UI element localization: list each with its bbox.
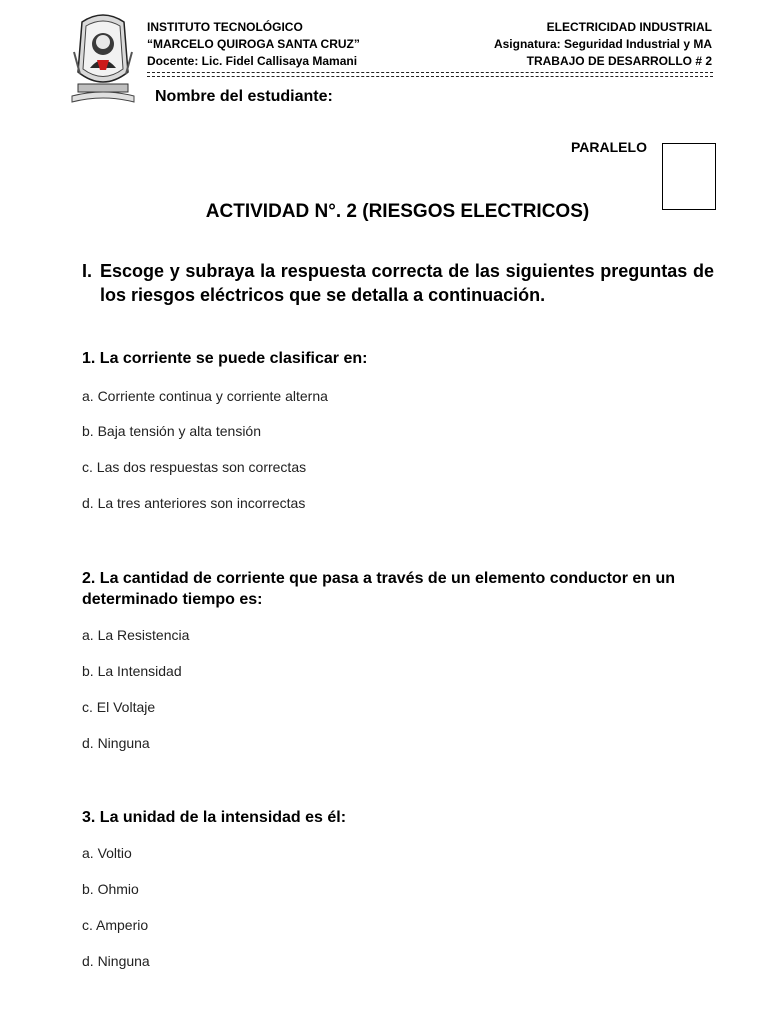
institute-crest-logo <box>70 12 136 104</box>
question-1-option-a[interactable]: a. Corriente continua y corriente alterna <box>82 388 328 404</box>
question-2-option-c[interactable]: c. El Voltaje <box>82 699 156 715</box>
institute-subtitle: “MARCELO QUIROGA SANTA CRUZ” <box>147 37 360 51</box>
question-1-option-d[interactable]: d. La tres anteriores son incorrectas <box>82 495 306 511</box>
question-3: 3. La unidad de la intensidad es él: <box>82 809 347 826</box>
question-2-option-a[interactable]: a. La Resistencia <box>82 627 190 643</box>
assignment-name: TRABAJO DE DESARROLLO # 2 <box>526 54 712 68</box>
question-1-option-b[interactable]: b. Baja tensión y alta tensión <box>82 423 262 439</box>
question-3-option-a[interactable]: a. Voltio <box>82 845 132 861</box>
teacher-name: Docente: Lic. Fidel Callisaya Mamani <box>147 54 358 68</box>
question-3-option-b[interactable]: b. Ohmio <box>82 881 139 897</box>
institute-info <box>147 19 360 70</box>
paralelo-label: PARALELO <box>571 139 647 155</box>
question-3-option-c[interactable]: c. Amperio <box>82 917 149 933</box>
activity-title: ACTIVIDAD N°. 2 (RIESGOS ELECTRICOS) <box>205 201 590 222</box>
header-divider <box>147 70 713 80</box>
institute-name: INSTITUTO TECNOLÓGICO <box>147 20 303 34</box>
question-3-option-d[interactable]: d. Ninguna <box>82 953 150 969</box>
instruction-block <box>82 259 714 307</box>
question-2-option-b[interactable]: b. La Intensidad <box>82 663 182 679</box>
instruction-number: I. <box>82 261 93 281</box>
department-name: ELECTRICIDAD INDUSTRIAL <box>546 20 712 34</box>
question-1-option-c[interactable]: c. Las dos respuestas son correctas <box>82 459 307 475</box>
course-info <box>494 19 712 70</box>
question-2-option-d[interactable]: d. Ninguna <box>82 735 150 751</box>
question-1: 1. La corriente se puede clasificar en: <box>82 350 368 367</box>
paralelo-box[interactable] <box>662 143 716 210</box>
student-name-label: Nombre del estudiante: <box>155 88 333 105</box>
instruction-text: Escoge y subraya la respuesta correcta de las siguientes preguntas de los riesgos eléctricos que se detalla a continuación. <box>100 261 714 305</box>
subject-name: Asignatura: Seguridad Industrial y MA <box>493 37 712 51</box>
question-2: 2. La cantidad de corriente que pasa a través de un elemento conductor en un determinado tiempo es: <box>82 570 676 608</box>
